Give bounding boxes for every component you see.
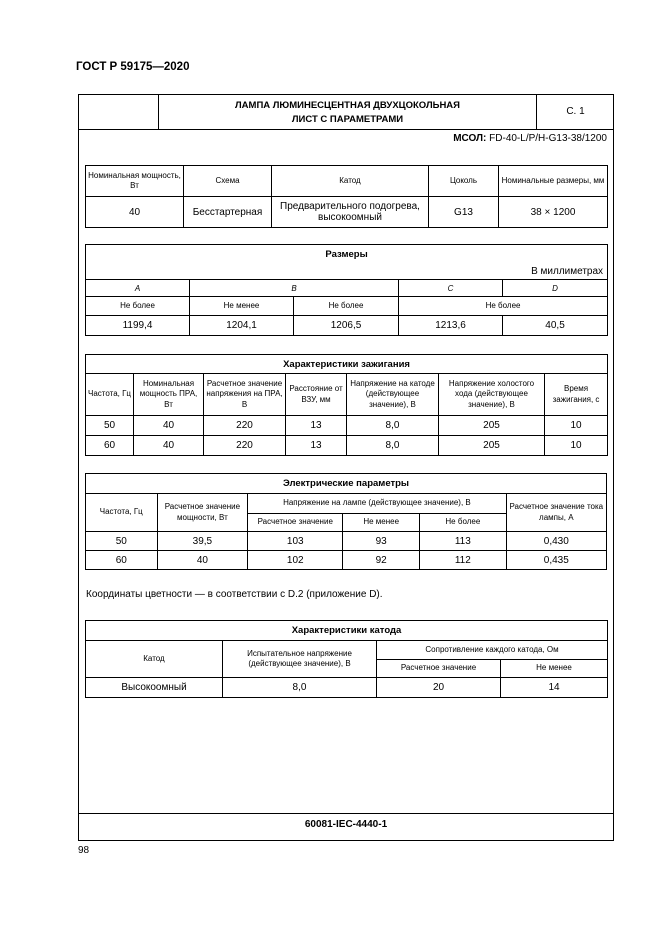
sheet-number: С. 1	[566, 106, 585, 117]
ign-cell: 40	[134, 436, 204, 456]
header-scheme: Схема	[184, 166, 272, 197]
table-row	[86, 532, 607, 551]
table-row	[86, 551, 607, 570]
cat-cell: Высокоомный	[86, 678, 223, 698]
cathode-table	[85, 620, 608, 698]
el-cell: 50	[86, 532, 158, 551]
dim-value-b-max: 1206,5	[294, 316, 399, 336]
el-cell: 40	[157, 551, 248, 570]
cat-header-voltage: Испытательное напряжение (действующее значение), В	[223, 641, 377, 678]
ign-cell: 8,0	[347, 416, 439, 436]
el-sub-min: Не менее	[343, 514, 420, 532]
el-cell: 103	[248, 532, 343, 551]
value-base: G13	[429, 197, 499, 228]
ign-cell: 40	[134, 416, 204, 436]
msol-label: МСОЛ:	[453, 133, 487, 144]
ignition-table	[85, 354, 608, 456]
ign-cell: 50	[86, 416, 134, 436]
ign-cell: 60	[86, 436, 134, 456]
dim-value-b-min: 1204,1	[190, 316, 294, 336]
dimensions-table	[85, 244, 608, 336]
ign-header-time: Время зажигания, с	[545, 374, 608, 416]
ign-header-open-voltage: Напряжение холостого хода (действующее значение), В	[439, 374, 545, 416]
footer-divider	[79, 813, 613, 814]
sheet-title	[159, 95, 537, 129]
electrical-table	[85, 473, 607, 570]
dim-limit-a: Не более	[86, 297, 190, 316]
dim-letter-c: C	[399, 280, 503, 297]
ign-header-cathode-voltage: Напряжение на катоде (действующее значение), В	[347, 374, 439, 416]
el-cell: 93	[343, 532, 420, 551]
ign-header-freq: Частота, Гц	[86, 374, 134, 416]
value-power: 40	[86, 197, 184, 228]
cat-header-resistance: Сопротивление каждого катода, Ом	[377, 641, 608, 660]
el-cell: 112	[420, 551, 506, 570]
ign-cell: 13	[286, 416, 347, 436]
dimensions-unit: В миллиметрах	[86, 265, 608, 280]
ign-cell: 10	[545, 436, 608, 456]
el-sub-rated: Расчетное значение	[248, 514, 343, 532]
dim-value-c: 1213,6	[399, 316, 503, 336]
header-base: Цоколь	[429, 166, 499, 197]
el-header-voltage: Напряжение на лампе (действующее значение), В	[248, 494, 506, 514]
el-cell: 113	[420, 532, 506, 551]
el-cell: 92	[343, 551, 420, 570]
dim-limit-cd: Не более	[399, 297, 608, 316]
table-row	[86, 436, 608, 456]
cat-sub-rated: Расчетное значение	[377, 660, 501, 678]
dim-limit-b-max: Не более	[294, 297, 399, 316]
el-cell: 102	[248, 551, 343, 570]
cat-cell: 14	[501, 678, 608, 698]
table-row	[86, 416, 608, 436]
el-header-current: Расчетное значение тока лампы, А	[506, 494, 606, 532]
cat-sub-min: Не менее	[501, 660, 608, 678]
table-row	[86, 678, 608, 698]
el-cell: 0,430	[506, 532, 606, 551]
value-dimensions: 38 × 1200	[499, 197, 608, 228]
header-dimensions: Номинальные размеры, мм	[499, 166, 608, 197]
footer-code: 60081-IEC-4440-1	[304, 819, 388, 830]
dim-letter-a: A	[86, 280, 190, 297]
main-parameters-table	[85, 165, 608, 228]
dim-limit-b-min: Не менее	[190, 297, 294, 316]
el-cell: 39,5	[157, 532, 248, 551]
ign-cell: 10	[545, 416, 608, 436]
header-cathode: Катод	[272, 166, 429, 197]
el-header-power: Расчетное значение мощности, Вт	[157, 494, 248, 532]
el-sub-max: Не более	[420, 514, 506, 532]
cathode-caption: Характеристики катода	[86, 621, 608, 641]
document-code: ГОСТ Р 59175—2020	[76, 61, 190, 73]
header-power: Номинальная мощность, Вт	[86, 166, 184, 197]
electrical-caption: Электрические параметры	[86, 474, 607, 494]
cat-cell: 8,0	[223, 678, 377, 698]
title-empty-cell	[79, 95, 159, 129]
chromaticity-note: Координаты цветности — в соответствии с D.2 (приложение D).	[86, 589, 383, 600]
el-header-freq: Частота, Гц	[86, 494, 158, 532]
ign-header-ballast-voltage: Расчетное значение напряжения на ПРА, В	[204, 374, 286, 416]
dim-value-a: 1199,4	[86, 316, 190, 336]
value-scheme: Бесстартерная	[184, 197, 272, 228]
msol-designation	[453, 133, 607, 144]
ign-cell: 220	[204, 416, 286, 436]
ign-cell: 220	[204, 436, 286, 456]
el-cell: 60	[86, 551, 158, 570]
sheet-title-line2: ЛИСТ С ПАРАМЕТРАМИ	[291, 114, 404, 125]
dim-value-d: 40,5	[503, 316, 608, 336]
dim-letter-b: B	[190, 280, 399, 297]
ign-cell: 8,0	[347, 436, 439, 456]
value-cathode: Предварительного подогрева, высокоомный	[272, 197, 429, 228]
msol-value: FD-40-L/P/H-G13-38/1200	[486, 133, 607, 144]
dim-letter-d: D	[503, 280, 608, 297]
sheet-title-line1: ЛАМПА ЛЮМИНЕСЦЕНТНАЯ ДВУХЦОКОЛЬНАЯ	[235, 100, 460, 111]
ign-header-distance: Расстояние от ВЗУ, мм	[286, 374, 347, 416]
ign-cell: 13	[286, 436, 347, 456]
ign-cell: 205	[439, 416, 545, 436]
title-block	[79, 95, 613, 130]
ignition-caption: Характеристики зажигания	[86, 355, 608, 374]
cat-header-cathode: Катод	[86, 641, 223, 678]
cat-cell: 20	[377, 678, 501, 698]
ign-cell: 205	[439, 436, 545, 456]
page-number: 98	[78, 845, 90, 856]
el-cell: 0,435	[506, 551, 606, 570]
dimensions-caption: Размеры	[86, 245, 608, 265]
ign-header-ballast-power: Номинальная мощность ПРА, Вт	[134, 374, 204, 416]
